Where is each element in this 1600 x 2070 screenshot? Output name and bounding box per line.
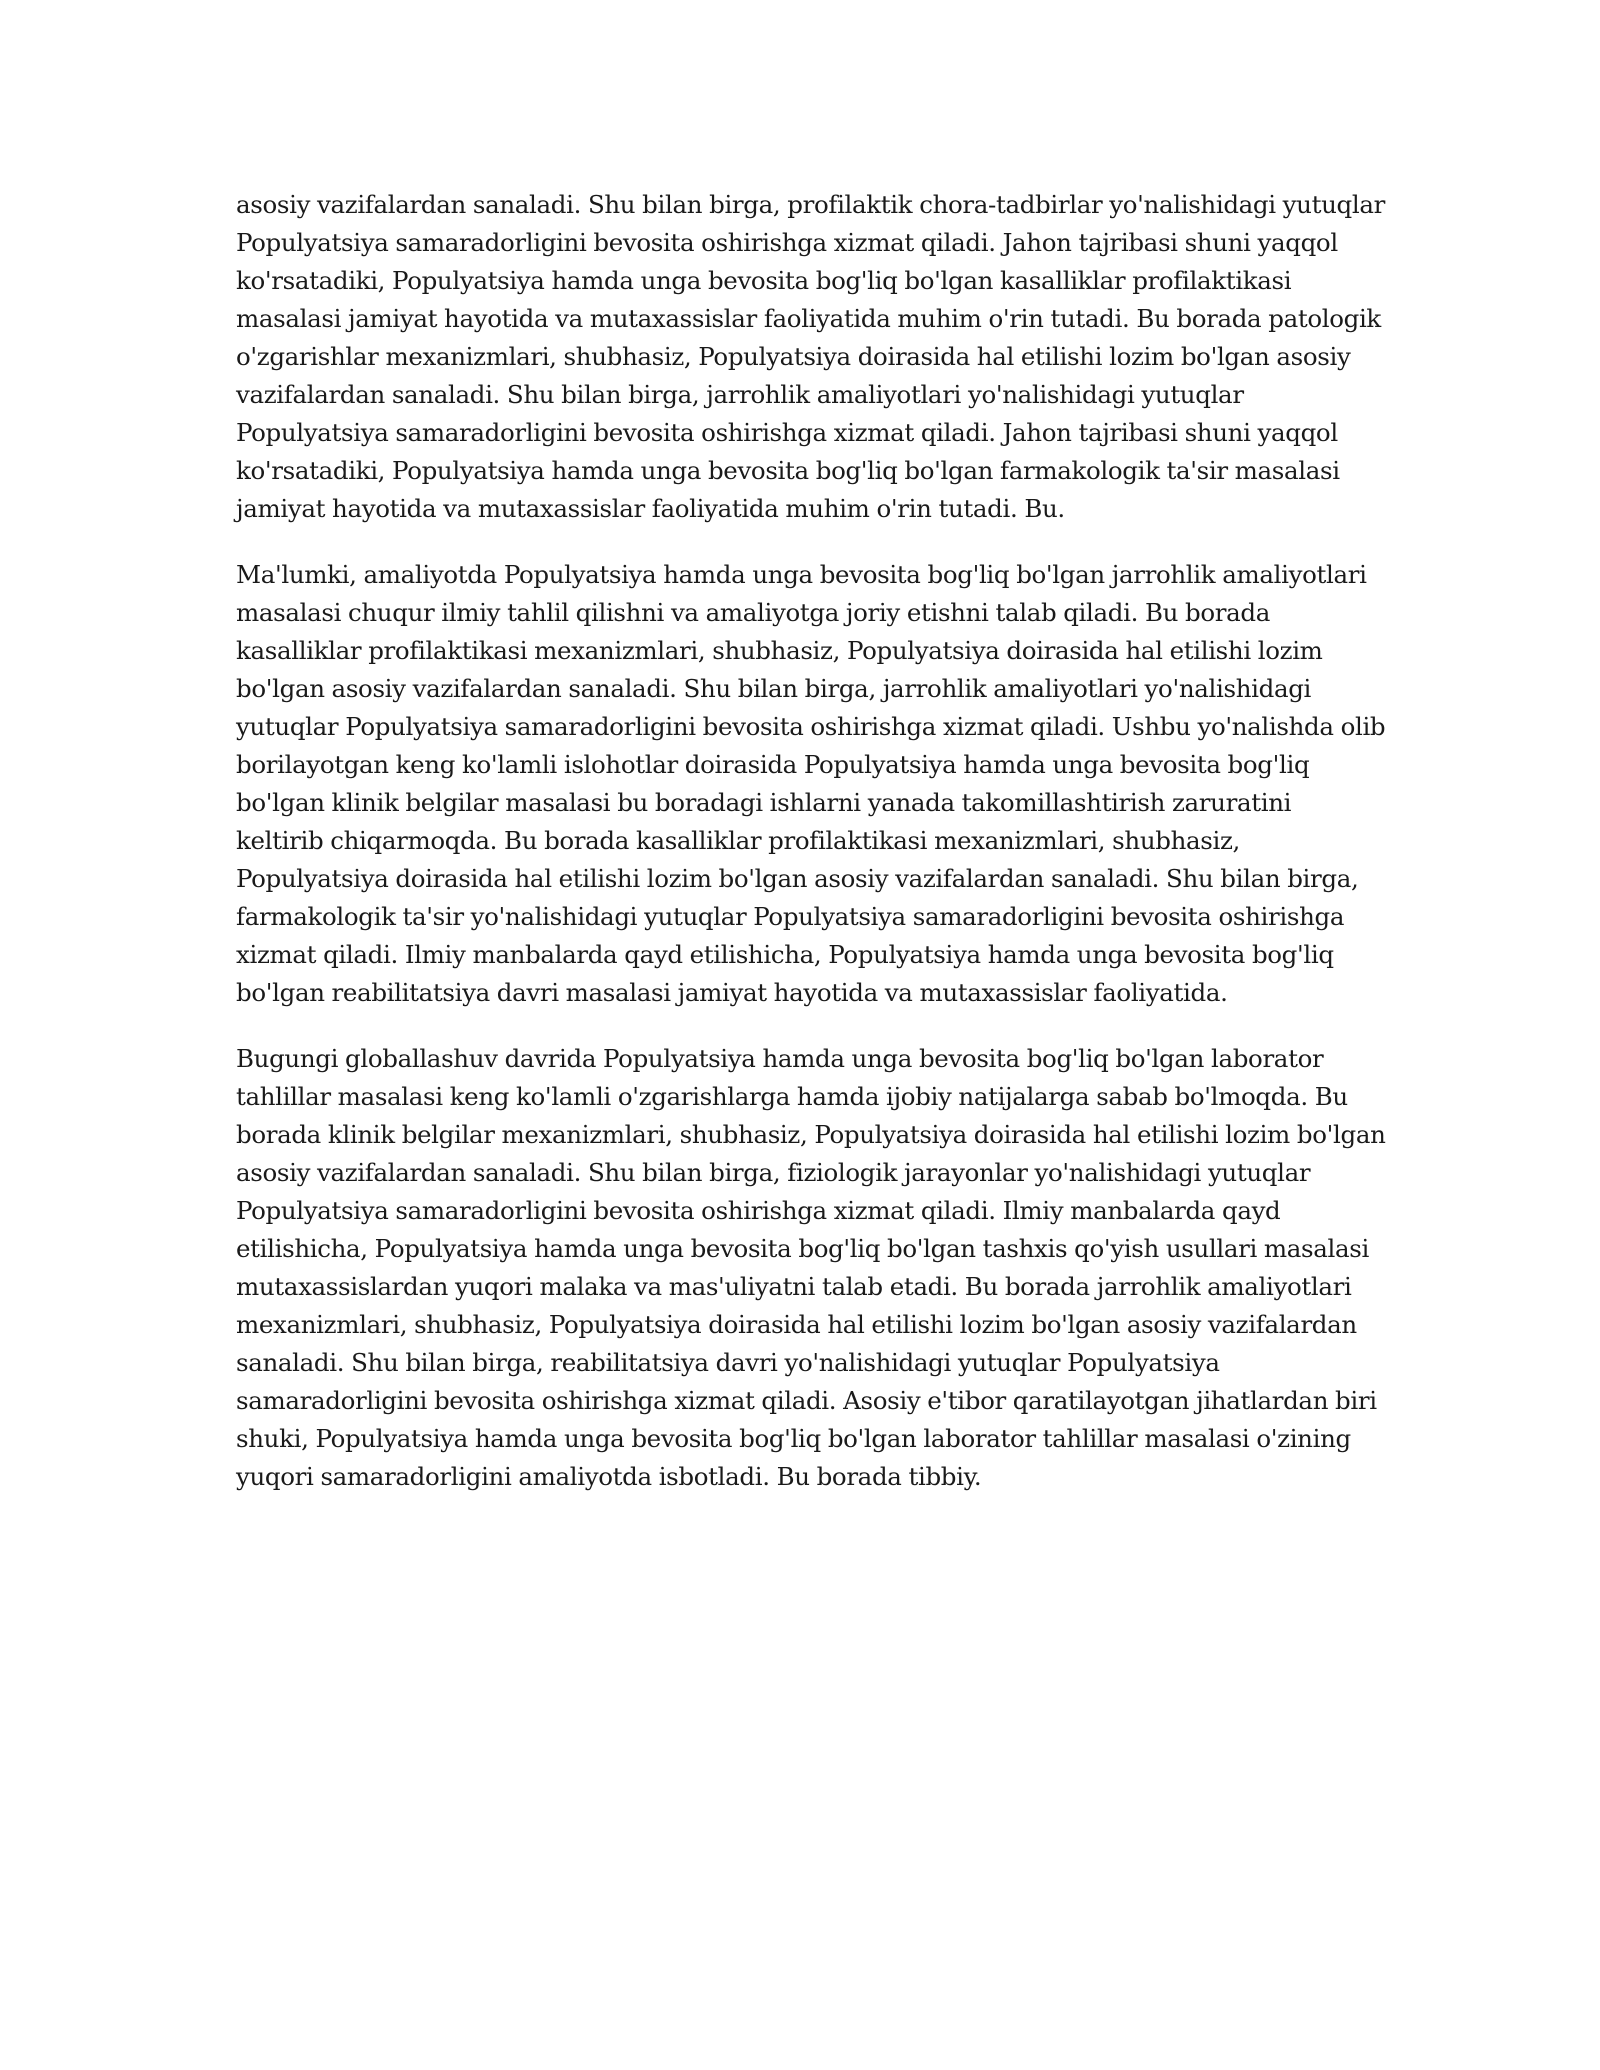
text-line: vazifalardan sanaladi. Shu bilan birga, jarrohlik amaliyotlari yo'nalishidagi yutuqlar	[236, 380, 1244, 409]
text-line: mutaxassislardan yuqori malaka va mas'uliyatni talab etadi. Bu borada jarrohlik amaliyotlari	[236, 1272, 1352, 1301]
paragraph-2	[236, 556, 1386, 1012]
paragraph-1	[236, 186, 1385, 528]
text-line: bo'lgan klinik belgilar masalasi bu boradagi ishlarni yanada takomillashtirish zaruratini	[236, 788, 1292, 817]
text-line: yutuqlar Populyatsiya samaradorligini bevosita oshirishga xizmat qiladi. Ushbu yo'nalishda olib	[236, 712, 1386, 741]
text-line: xizmat qiladi. Ilmiy manbalarda qayd etilishicha, Populyatsiya hamda unga bevosita bog'liq	[236, 940, 1334, 969]
text-line: mexanizmlari, shubhasiz, Populyatsiya doirasida hal etilishi lozim bo'lgan asosiy vazifalardan	[236, 1310, 1357, 1339]
text-line: jamiyat hayotida va mutaxassislar faoliyatida muhim o'rin tutadi. Bu.	[236, 494, 1065, 523]
text-line: etilishicha, Populyatsiya hamda unga bevosita bog'liq bo'lgan tashxis qo'yish usullari masalasi	[236, 1234, 1369, 1263]
text-line: samaradorligini bevosita oshirishga xizmat qiladi. Asosiy e'tibor qaratilayotgan jihatlardan biri	[236, 1386, 1377, 1415]
text-line: Populyatsiya samaradorligini bevosita oshirishga xizmat qiladi. Ilmiy manbalarda qayd	[236, 1196, 1281, 1225]
text-line: ko'rsatadiki, Populyatsiya hamda unga bevosita bog'liq bo'lgan kasalliklar profilaktikasi	[236, 266, 1292, 295]
text-line: yuqori samaradorligini amaliyotda isbotladi. Bu borada tibbiy.	[236, 1462, 982, 1491]
text-line: Populyatsiya doirasida hal etilishi lozim bo'lgan asosiy vazifalardan sanaladi. Shu bilan birga,	[236, 864, 1359, 893]
text-line: o'zgarishlar mexanizmlari, shubhasiz, Populyatsiya doirasida hal etilishi lozim bo'lgan asosiy	[236, 342, 1351, 371]
text-line: borilayotgan keng ko'lamli islohotlar doirasida Populyatsiya hamda unga bevosita bog'liq	[236, 750, 1310, 779]
text-line: borada klinik belgilar mexanizmlari, shubhasiz, Populyatsiya doirasida hal etilishi lozim bo'lgan	[236, 1120, 1386, 1149]
text-line: tahlillar masalasi keng ko'lamli o'zgarishlarga hamda ijobiy natijalarga sabab bo'lmoqda. Bu	[236, 1082, 1348, 1111]
text-line: Ma'lumki, amaliyotda Populyatsiya hamda unga bevosita bog'liq bo'lgan jarrohlik amaliyotlari	[236, 560, 1367, 589]
text-line: bo'lgan asosiy vazifalardan sanaladi. Shu bilan birga, jarrohlik amaliyotlari yo'nalishidagi	[236, 674, 1312, 703]
text-line: farmakologik ta'sir yo'nalishidagi yutuqlar Populyatsiya samaradorligini bevosita oshirishga	[236, 902, 1345, 931]
text-line: Bugungi globallashuv davrida Populyatsiya hamda unga bevosita bog'liq bo'lgan laborator	[236, 1044, 1324, 1073]
text-line: bo'lgan reabilitatsiya davri masalasi jamiyat hayotida va mutaxassislar faoliyatida.	[236, 978, 1228, 1007]
text-line: shuki, Populyatsiya hamda unga bevosita bog'liq bo'lgan laborator tahlillar masalasi o'zining	[236, 1424, 1351, 1453]
text-line: Populyatsiya samaradorligini bevosita oshirishga xizmat qiladi. Jahon tajribasi shuni yaqqol	[236, 228, 1338, 257]
text-line: asosiy vazifalardan sanaladi. Shu bilan birga, profilaktik chora-tadbirlar yo'nalishidagi yutuqlar	[236, 190, 1385, 219]
text-line: keltirib chiqarmoqda. Bu borada kasalliklar profilaktikasi mexanizmlari, shubhasiz,	[236, 826, 1240, 855]
body-text	[236, 186, 1386, 1524]
text-line: kasalliklar profilaktikasi mexanizmlari, shubhasiz, Populyatsiya doirasida hal etilishi lozim	[236, 636, 1323, 665]
text-line: masalasi chuqur ilmiy tahlil qilishni va amaliyotga joriy etishni talab qiladi. Bu borada	[236, 598, 1270, 627]
paragraph-3	[236, 1040, 1386, 1496]
text-line: Populyatsiya samaradorligini bevosita oshirishga xizmat qiladi. Jahon tajribasi shuni yaqqol	[236, 418, 1338, 447]
text-line: asosiy vazifalardan sanaladi. Shu bilan birga, fiziologik jarayonlar yo'nalishidagi yutuqlar	[236, 1158, 1311, 1187]
text-line: sanaladi. Shu bilan birga, reabilitatsiya davri yo'nalishidagi yutuqlar Populyatsiya	[236, 1348, 1220, 1377]
text-line: masalasi jamiyat hayotida va mutaxassislar faoliyatida muhim o'rin tutadi. Bu borada patologik	[236, 304, 1381, 333]
text-line: ko'rsatadiki, Populyatsiya hamda unga bevosita bog'liq bo'lgan farmakologik ta'sir masalasi	[236, 456, 1340, 485]
